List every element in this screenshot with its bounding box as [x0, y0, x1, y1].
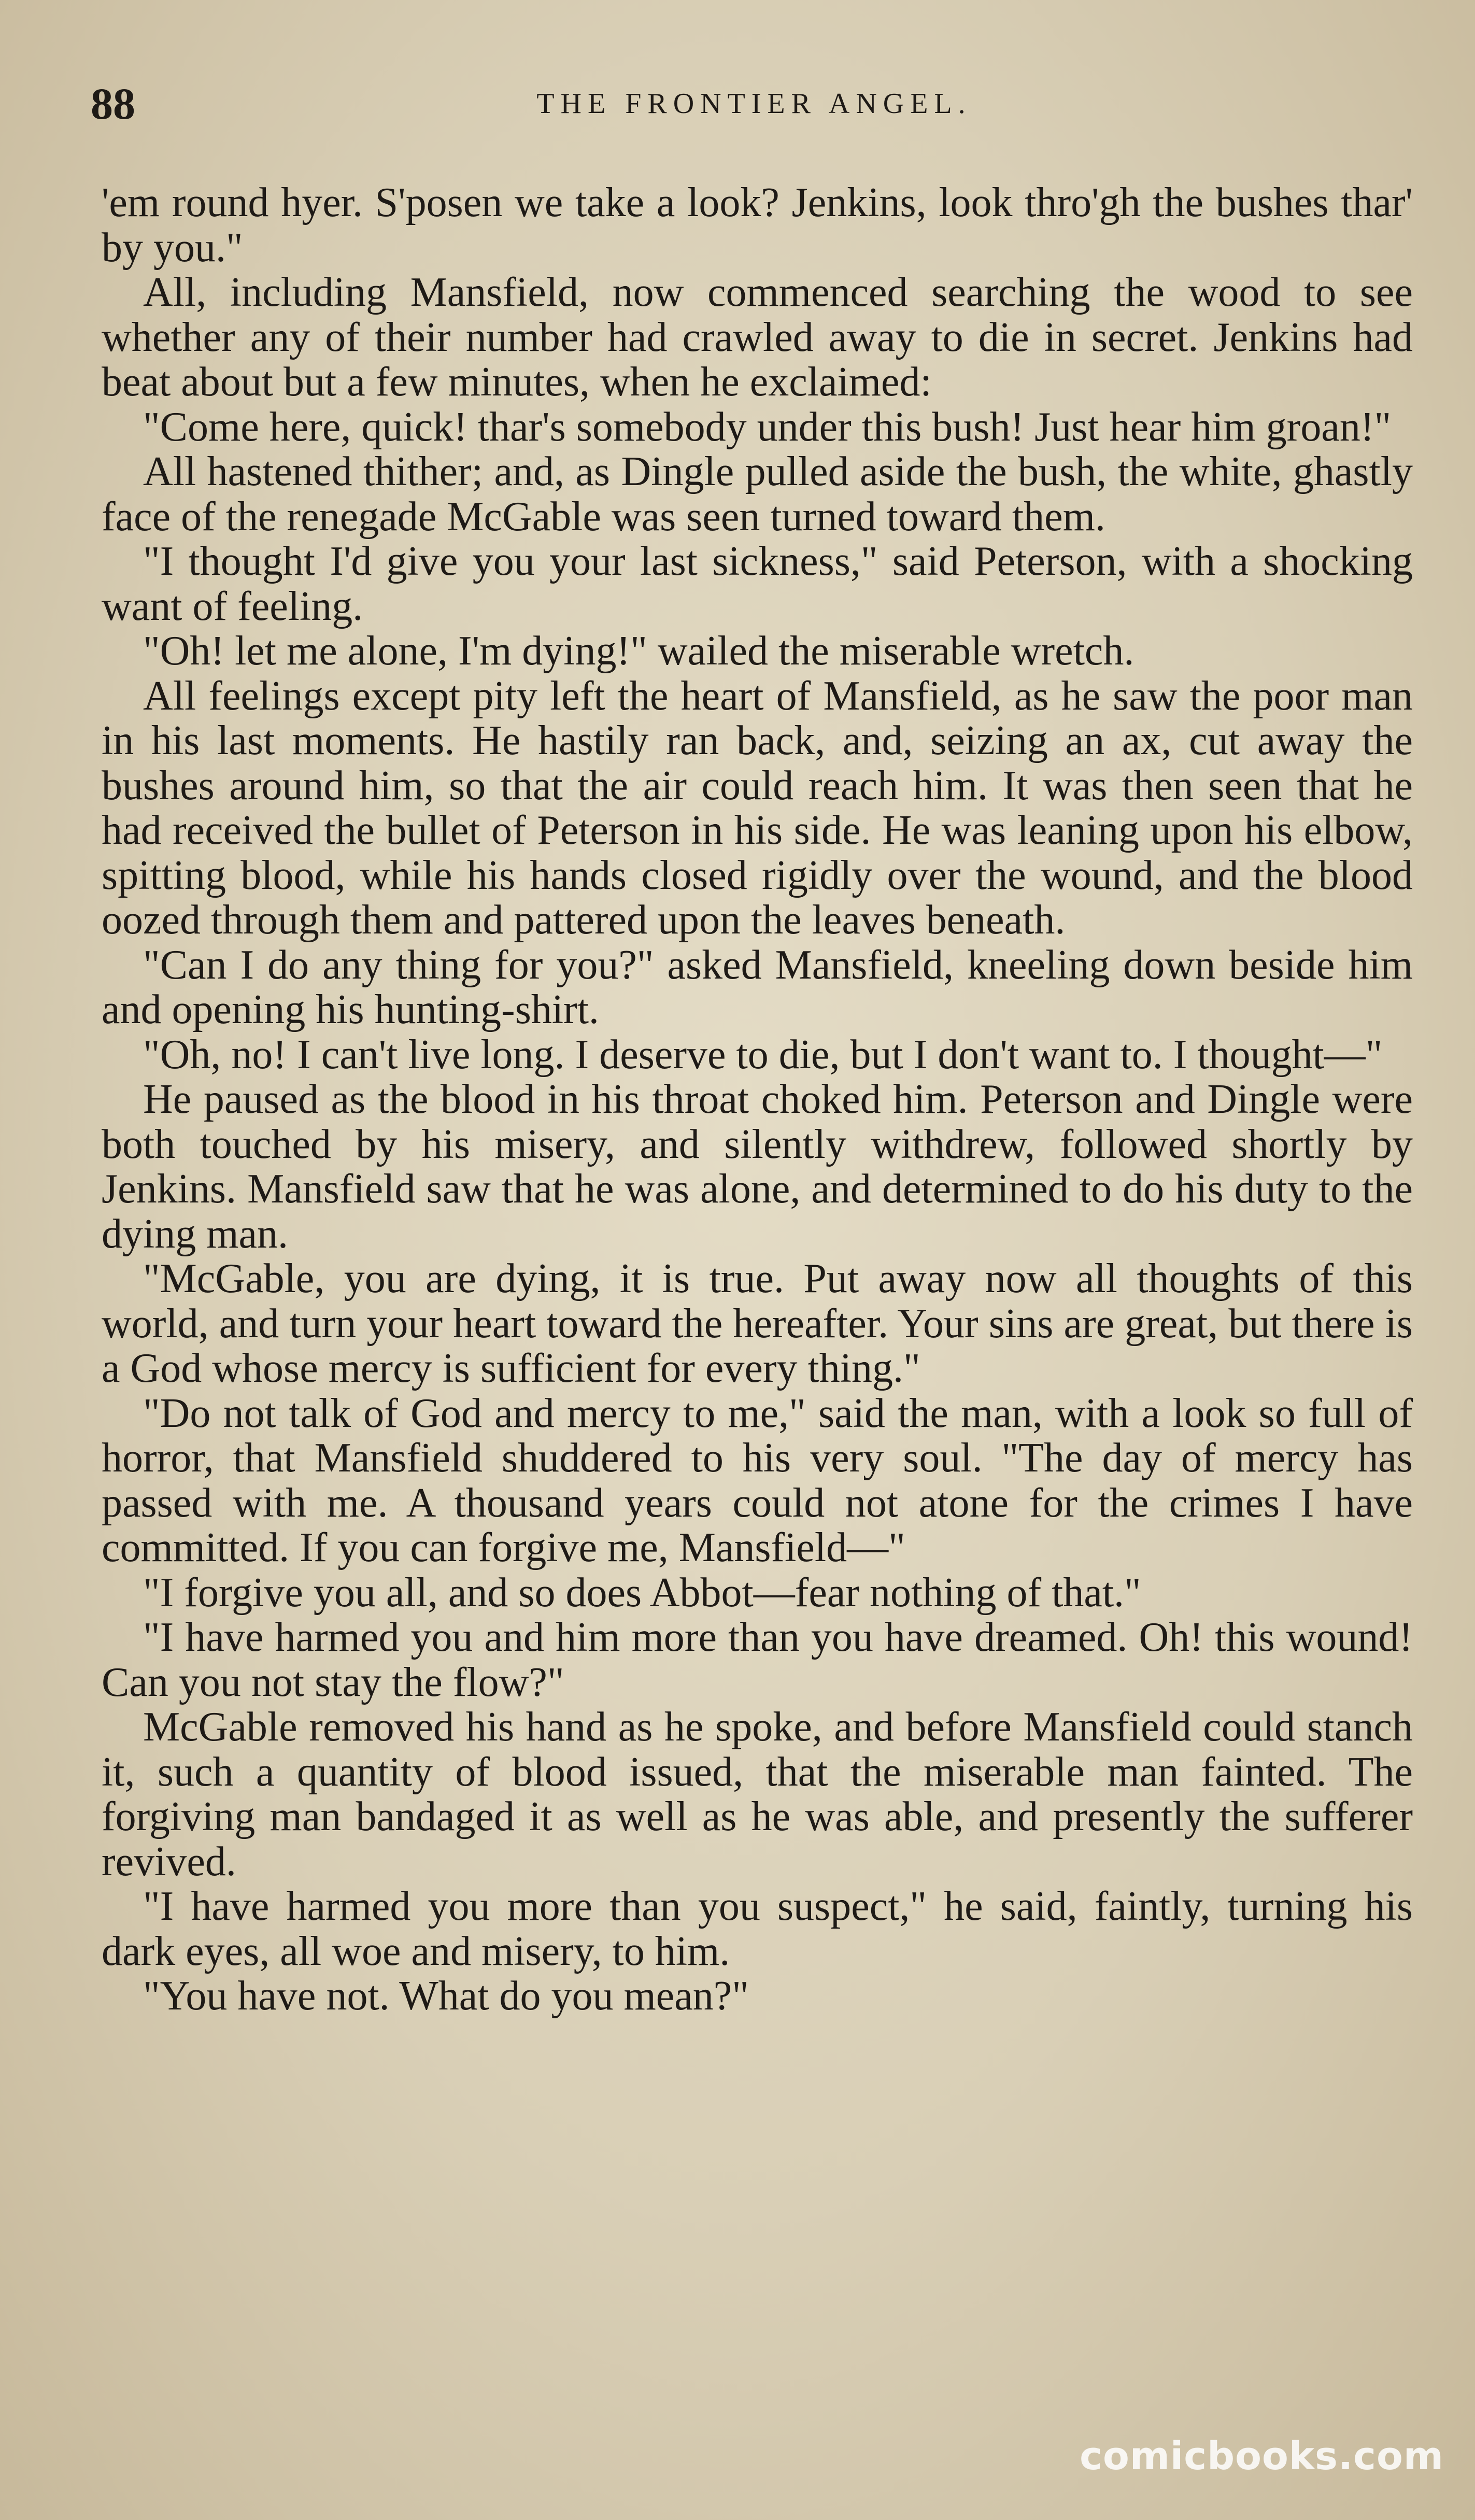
- paragraph: "Come here, quick! thar's somebody under this bush! Just hear him groan!": [143, 404, 1392, 450]
- paragraph: All hastened thither; and, as Dingle pulled aside the bush, the white, ghastly face of the renegade McGable was seen turned toward them.: [102, 449, 1413, 540]
- paragraph: "Oh, no! I can't live long. I deserve to die, but I don't want to. I thought—": [143, 1031, 1383, 1078]
- body-text: [102, 180, 1413, 2019]
- paragraph: "Can I do any thing for you?" asked Mansfield, kneeling down beside him and opening his hunting-shirt.: [102, 942, 1413, 1032]
- paragraph: "I have harmed you and him more than you have dreamed. Oh! this wound! Can you not stay the flow?": [102, 1615, 1413, 1705]
- running-title: THE FRONTIER ANGEL.: [536, 88, 972, 120]
- paragraph: He paused as the blood in his throat choked him. Peterson and Dingle were both touched by his misery, and silently withdrew, followed shortly by Jenkins. Mansfield saw that he was alone, and determined to do his duty to the dying man.: [102, 1077, 1413, 1257]
- paragraph: McGable removed his hand as he spoke, and before Mansfield could stanch it, such a quantity of blood issued, that the miserable man fainted. The forgiving man bandaged it as well as he was able, and presently the sufferer revived.: [102, 1704, 1413, 1885]
- paragraph: "I thought I'd give you your last sickness," said Peterson, with a shocking want of feeling.: [102, 539, 1413, 629]
- paragraph: "Oh! let me alone, I'm dying!" wailed the miserable wretch.: [143, 628, 1134, 674]
- paragraph: "I have harmed you more than you suspect," he said, faintly, turning his dark eyes, all woe and misery, to him.: [102, 1884, 1413, 1974]
- paragraph: "McGable, you are dying, it is true. Put away now all thoughts of this world, and turn your heart toward the hereafter. Your sins are great, but there is a God whose mercy is sufficient for every thing.": [102, 1256, 1413, 1391]
- paragraph: 'em round hyer. S'posen we take a look? Jenkins, look thro'gh the bushes thar' by you.": [102, 180, 1413, 271]
- page-header: [91, 78, 1417, 129]
- paragraph: "Do not talk of God and mercy to me," said the man, with a look so full of horror, that Mansfield shuddered to his very soul. "The day of mercy has passed with me. A thousand years could not atone for the crimes I have committed. If you can forgive me, Mansfield—": [102, 1390, 1413, 1570]
- page-number: 88: [91, 79, 135, 129]
- paragraph: All feelings except pity left the heart of Mansfield, as he saw the poor man in his last moments. He hastily ran back, and, seizing an ax, cut away the bushes around him, so that the air could reach him. It was then seen that he had received the bullet of Peterson in his side. He was leaning upon his elbow, spitting blood, while his hands closed rigidly over the wound, and the blood oozed through them and pattered upon the leaves beneath.: [102, 673, 1413, 943]
- paragraph: "I forgive you all, and so does Abbot—fear nothing of that.": [143, 1569, 1141, 1616]
- paragraph: All, including Mansfield, now commenced searching the wood to see whether any of their number had crawled away to die in secret. Jenkins had beat about but a few minutes, when he exclaimed:: [102, 270, 1413, 405]
- watermark: comicbooks.com: [1080, 2434, 1444, 2479]
- paragraph: "You have not. What do you mean?": [143, 1973, 749, 2019]
